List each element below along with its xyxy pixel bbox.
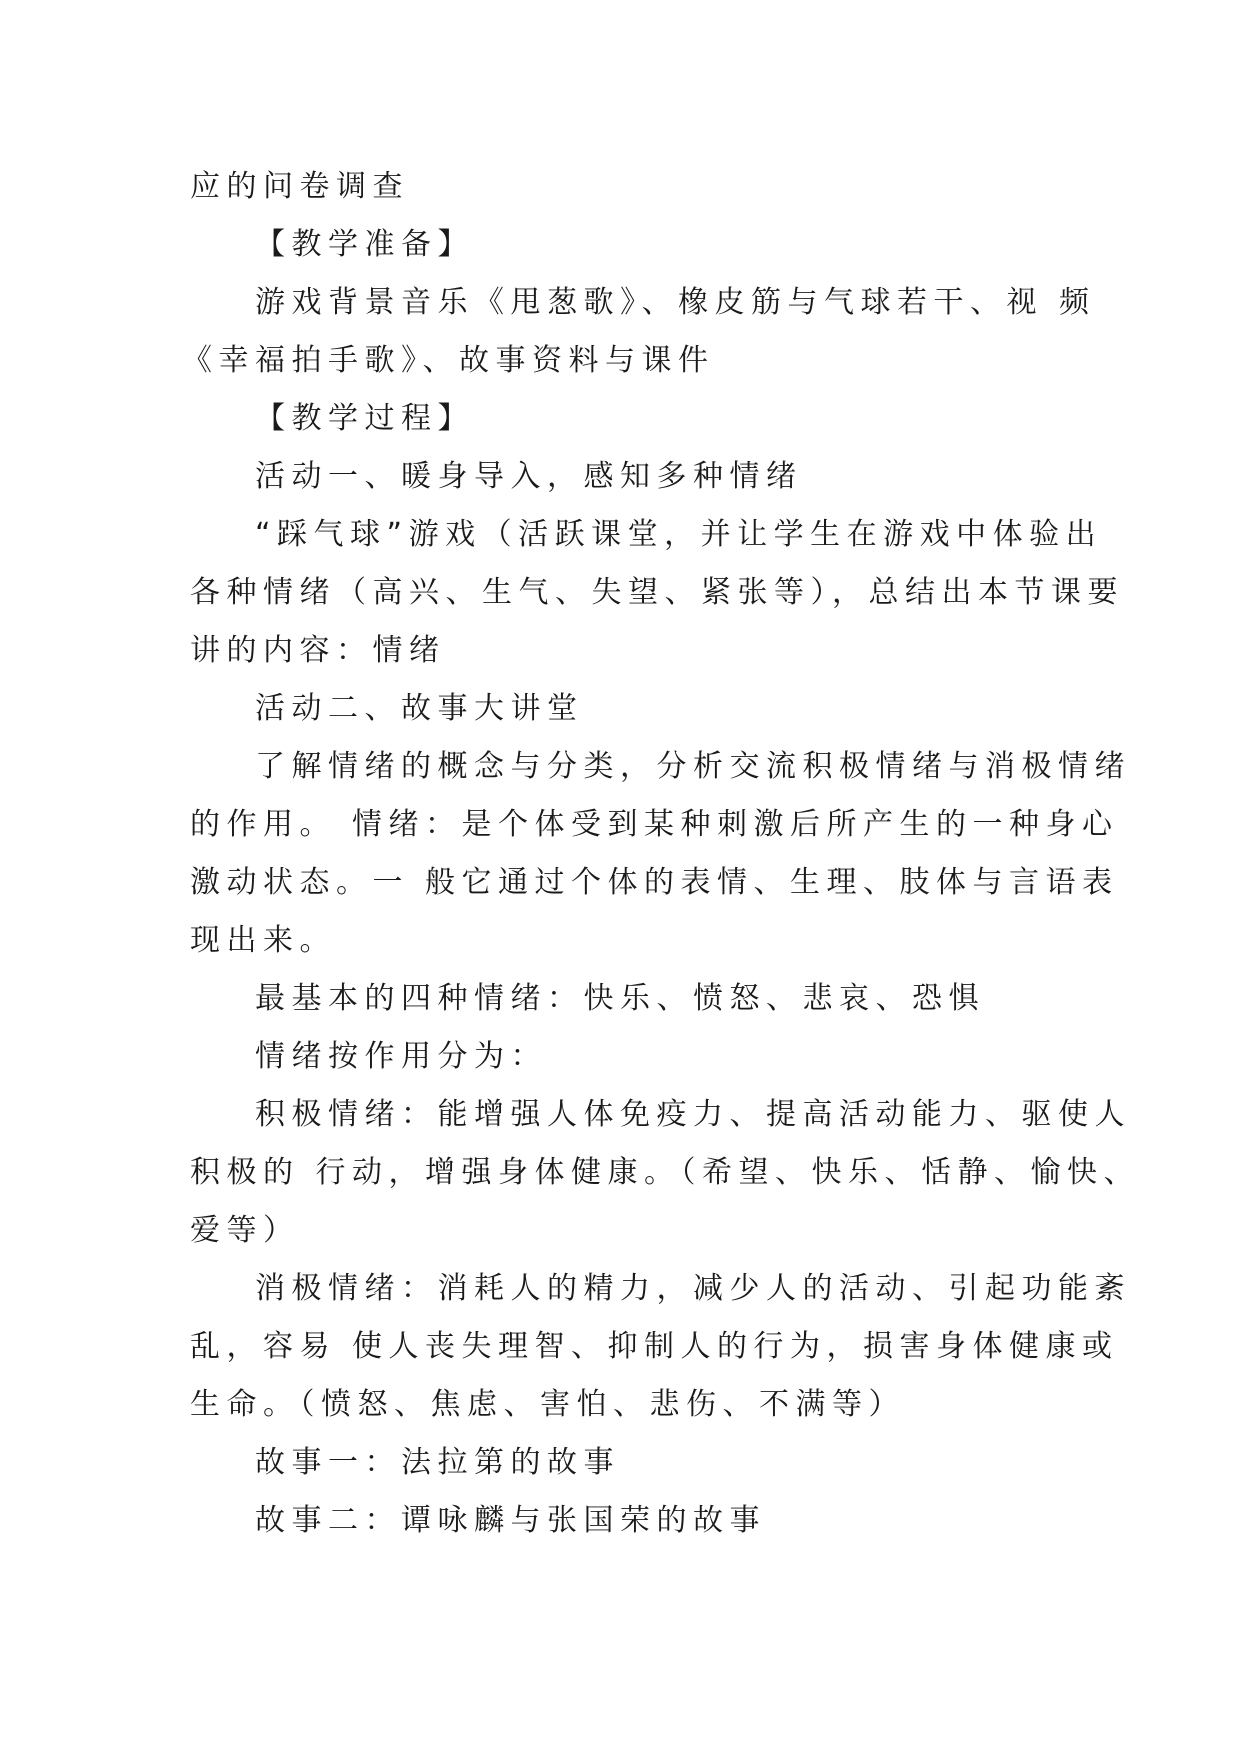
paragraph-line: 激动状态。一 般它通过个体的表情、生理、肢体与言语表	[190, 865, 1119, 900]
paragraph-line: 消极情绪：消耗人的精力，减少人的活动、引起功能紊	[255, 1271, 1131, 1306]
activity-heading-2: 活动二、故事大讲堂	[255, 691, 584, 726]
paragraph-line: 乱，容易 使人丧失理智、抑制人的行为，损害身体健康或	[190, 1329, 1119, 1364]
paragraph-line: 各种情绪（高兴、生气、失望、紧张等），总结出本节课要	[190, 575, 1124, 610]
activity-heading-1: 活动一、暖身导入，感知多种情绪	[255, 459, 803, 494]
paragraph-line: 积极情绪：能增强人体免疫力、提高活动能力、驱使人	[255, 1097, 1131, 1132]
section-heading-preparation: 【教学准备】	[255, 227, 474, 262]
paragraph-line: 爱等）	[190, 1213, 300, 1248]
paragraph-line: 应的问卷调查	[190, 169, 409, 204]
story-item-2: 故事二：谭咏麟与张国荣的故事	[255, 1503, 766, 1538]
paragraph-line: 游戏背景音乐《甩葱歌》、橡皮筋与气球若干、视 频	[255, 285, 1096, 320]
paragraph-line: 现出来。	[190, 923, 336, 958]
story-item-1: 故事一：法拉第的故事	[255, 1445, 620, 1480]
paragraph-line: “踩气球”游戏（活跃课堂，并让学生在游戏中体验出	[255, 517, 1103, 552]
paragraph-line: 《幸福拍手歌》、故事资料与课件	[182, 343, 715, 378]
paragraph-line: 的作用。 情绪：是个体受到某种刺激后所产生的一种身心	[190, 807, 1119, 842]
paragraph-line: 情绪按作用分为：	[255, 1039, 547, 1074]
paragraph-line: 讲的内容：情绪	[190, 633, 446, 668]
paragraph-line: 积极的 行动，增强身体健康。（希望、快乐、恬静、愉快、	[190, 1155, 1141, 1190]
paragraph-line: 了解情绪的概念与分类，分析交流积极情绪与消极情绪	[255, 749, 1131, 784]
paragraph-line: 最基本的四种情绪：快乐、愤怒、悲哀、恐惧	[255, 981, 985, 1016]
section-heading-process: 【教学过程】	[255, 401, 474, 436]
paragraph-line: 生命。（愤怒、焦虑、害怕、悲伤、不满等）	[190, 1387, 905, 1422]
